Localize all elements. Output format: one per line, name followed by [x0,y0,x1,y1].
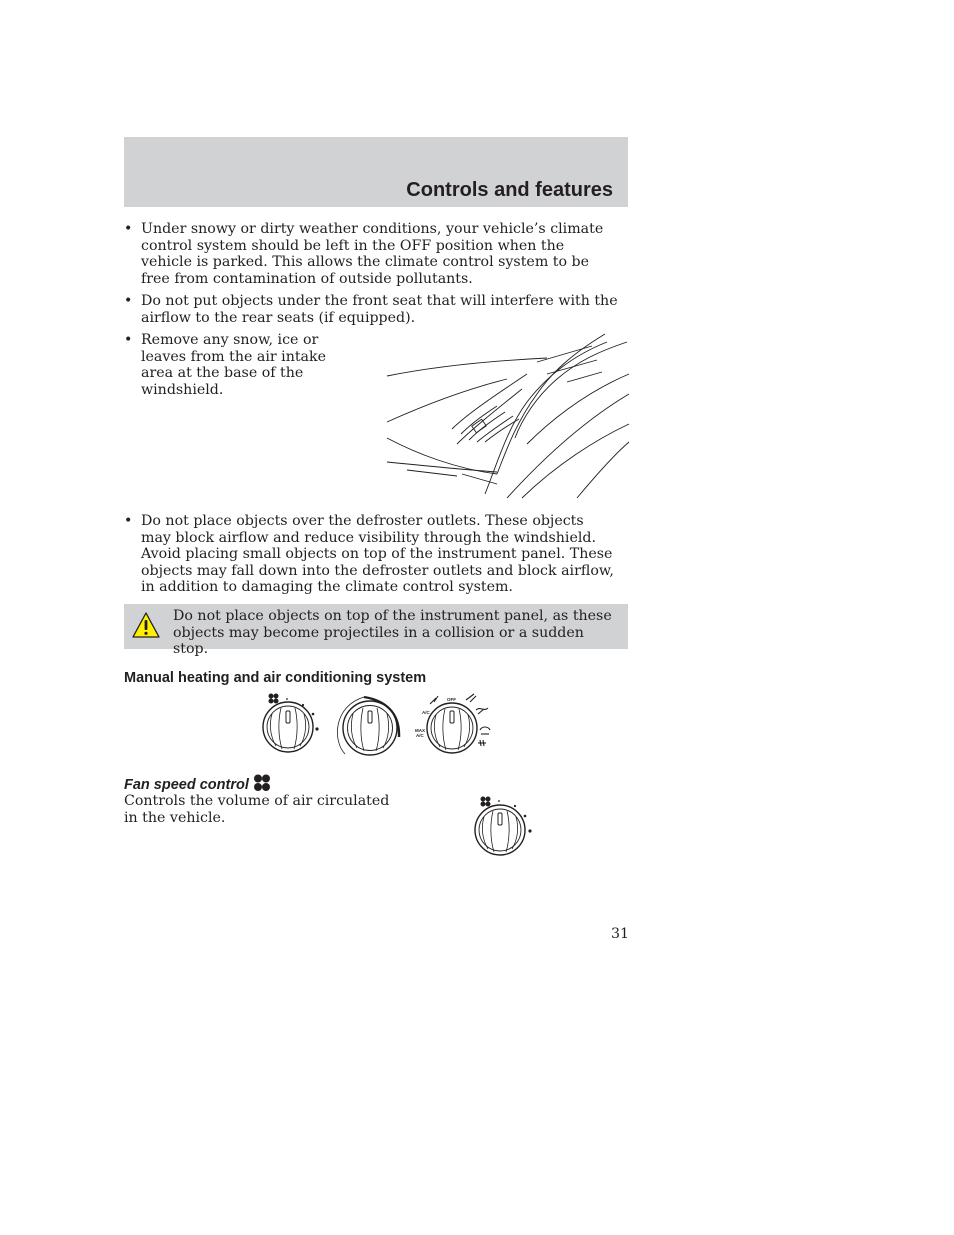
climate-control-knobs-illustration [260,692,496,756]
fan-speed-knob [263,694,319,753]
bullet-text: Remove any snow, ice or leaves from the air intake area at the base of the windshield. [141,332,326,398]
fan-speed-heading [124,769,269,793]
bullet-text: Do not place objects over the defroster outlets. These objects may block airflow and reduce visibility through the windshield. Avoid placing small objects on top of the instrument panel. These objects may fall down into the defroster outlets and block airflow, in addition to damaging the climate control system. [141,513,614,596]
bullet-text: Do not put objects under the front seat that will interfere with the airflow to the rear seats (if equipped). [141,293,618,326]
page-number: 31 [611,926,630,942]
max-ac-label-top: MAX [415,728,425,733]
fan-speed-description: Controls the volume of air circulated in the vehicle. [124,793,390,826]
bullet-item-snowy [124,221,618,287]
ac-label: A/C [422,710,430,715]
manual-heating-heading: Manual heating and air conditioning system [124,670,427,686]
off-label: OFF [447,697,456,702]
fan-speed-heading-text: Fan speed control [124,777,249,793]
warning-text: Do not place objects on top of the instrument panel, as these objects may become projectiles in a collision or a sudden stop. [173,608,612,658]
bullet-dot: • [124,513,133,529]
section-header [124,137,628,207]
bullet-dot: • [124,293,133,309]
mode-knob [415,694,490,753]
warning-box [124,604,628,658]
bullet-text: Under snowy or dirty weather conditions, your vehicle’s climate control system should be left in the OFF position when the vehicle is parked. This allows the climate control system to be free from contamination of outside pollutants. [141,221,604,287]
max-ac-label-bottom: A/C [416,733,424,738]
warning-triangle-icon [131,610,161,640]
bullet-item-defroster [124,513,618,596]
temperature-knob [337,697,399,755]
bullet-dot: • [124,221,133,237]
bullet-dot: • [124,332,133,348]
bullet-item-seat [124,293,618,326]
fan-speed-knob-illustration [470,795,536,859]
windshield-air-intake-illustration [387,334,629,498]
bullet-item-snow [124,332,362,398]
section-title: Controls and features [406,179,613,201]
fan-icon [252,773,272,793]
